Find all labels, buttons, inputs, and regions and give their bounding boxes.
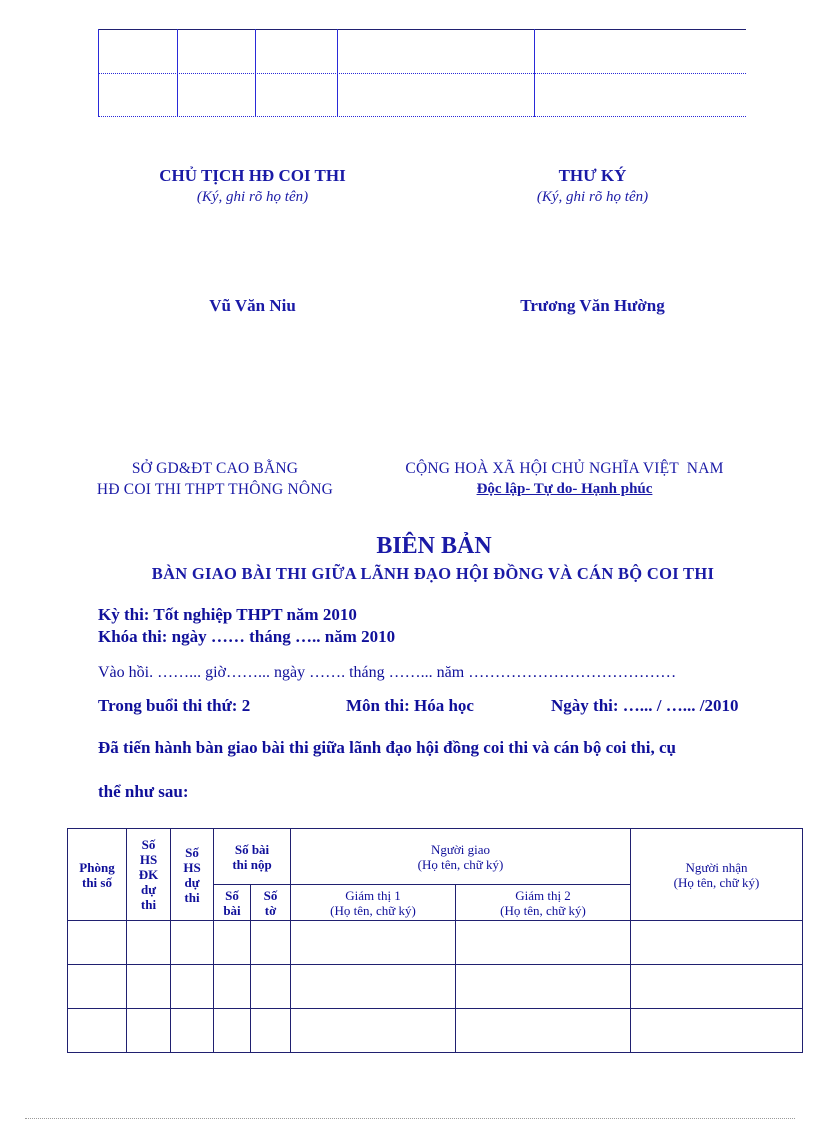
header-submitted-line1: Số bài (234, 841, 270, 857)
top-table-fragment (98, 29, 746, 117)
header-room-line1: Phòng (79, 859, 115, 875)
header-supervisor-1 (291, 885, 456, 921)
header-receiver (631, 829, 803, 921)
header-room-line2: thi số (82, 874, 112, 890)
secretary-title: THƯ KÝ (558, 166, 627, 185)
document-subtitle: BÀN GIAO BÀI THI GIỮA LÃNH ĐẠO HỘI ĐỒNG VÀ CÁN BỘ COI THI (151, 564, 715, 583)
header-registered-line2: HS (139, 852, 158, 867)
header-giver (291, 829, 631, 885)
nation-title: CỘNG HOÀ XÃ HỘI CHỦ NGHĨA VIỆT NAM (405, 460, 724, 477)
header-registered-line3: ĐK (138, 867, 159, 882)
header-receiver-line1: Người nhận (685, 859, 748, 875)
table-top-border (98, 29, 746, 30)
header-registered-line1: Số (141, 837, 156, 852)
table-cell[interactable] (291, 965, 456, 1009)
header-supervisor-2 (456, 885, 631, 921)
table-cell[interactable] (251, 921, 291, 965)
paragraph-line-2: thể như sau: (98, 782, 189, 801)
chairman-name: Vũ Văn Niu (209, 296, 296, 315)
table-row (68, 921, 803, 965)
table-cell[interactable] (214, 1009, 251, 1053)
header-papers-line1: Số (225, 887, 239, 903)
table-cell[interactable] (214, 965, 251, 1009)
time-line: Vào hồi. ……... giờ……... ngày ……. tháng ……... năm ………………………………… (98, 664, 677, 681)
paragraph-line-1: Đã tiến hành bàn giao bài thi giữa lãnh đạo hội đồng coi thi và cán bộ coi thi, cụ (98, 738, 676, 757)
org-line-1: SỞ GD&ĐT CAO BẰNG (131, 460, 299, 477)
header-supervisor-1-line1: Giám thị 1 (345, 887, 401, 903)
table-cell[interactable] (631, 965, 803, 1009)
header-attending-line2: HS (183, 859, 201, 875)
header-sheets-line1: Số (263, 887, 278, 903)
header-supervisor-2-line2: (Họ tên, chữ ký) (500, 902, 586, 918)
header-supervisor-1-line2: (Họ tên, chữ ký) (330, 902, 416, 918)
header-attending-line3: dự (184, 874, 200, 890)
table-cell[interactable] (251, 965, 291, 1009)
date-value: …... / …... /2010 (622, 696, 739, 715)
table-row (68, 965, 803, 1009)
page-bottom-dotted-line (25, 1118, 795, 1119)
table-cell[interactable] (456, 921, 631, 965)
subject-value: Hóa học (414, 696, 474, 715)
table-bottom-border (98, 116, 746, 117)
national-motto: Độc lập- Tự do- Hạnh phúc (476, 481, 653, 497)
header-attending (171, 829, 214, 921)
header-sheets (251, 885, 291, 921)
org-line-2: HĐ COI THI THPT THÔNG NÔNG (96, 481, 334, 498)
table-cell[interactable] (68, 921, 127, 965)
header-registered (127, 829, 171, 921)
header-papers (214, 885, 251, 921)
document-title: BIÊN BẢN (376, 533, 492, 559)
chairman-title: CHỦ TỊCH HĐ COI THI (159, 166, 346, 185)
table-cell[interactable] (127, 965, 171, 1009)
exam-line: Kỳ thi: Tốt nghiệp THPT năm 2010 (98, 605, 357, 624)
table-col-line (534, 29, 535, 117)
table-row-divider (98, 73, 746, 74)
table-cell[interactable] (171, 1009, 214, 1053)
secretary-name: Trương Văn Hường (520, 296, 665, 315)
table-cell[interactable] (214, 921, 251, 965)
date-label-text: Ngày thi: (551, 696, 619, 715)
session-label-text: Trong buổi thi thứ: (98, 696, 238, 715)
secretary-sign-note: (Ký, ghi rõ họ tên) (536, 189, 649, 205)
table-col-line (98, 29, 99, 117)
header-supervisor-2-line1: Giám thị 2 (515, 887, 571, 903)
table-cell[interactable] (631, 921, 803, 965)
header-giver-line1: Người giao (430, 841, 491, 857)
table-cell[interactable] (456, 965, 631, 1009)
table-cell[interactable] (631, 1009, 803, 1053)
table-cell[interactable] (456, 1009, 631, 1053)
table-cell[interactable] (291, 1009, 456, 1053)
table-cell[interactable] (127, 921, 171, 965)
header-receiver-line2: (Họ tên, chữ ký) (673, 874, 760, 890)
header-attending-line4: thi (184, 889, 200, 905)
table-cell[interactable] (127, 1009, 171, 1053)
table-col-line (177, 29, 178, 117)
table-cell[interactable] (68, 965, 127, 1009)
header-attending-line1: Số (185, 844, 199, 860)
chairman-sign-note: (Ký, ghi rõ họ tên) (196, 189, 309, 205)
session-label (98, 696, 250, 716)
table-row (68, 1009, 803, 1053)
date-label (551, 696, 738, 716)
header-registered-line5: thi (140, 897, 157, 912)
header-submitted-line2: thi nộp (232, 856, 272, 872)
table-cell[interactable] (171, 921, 214, 965)
header-papers-line2: bài (223, 902, 241, 918)
header-sheets-line2: tờ (264, 902, 277, 918)
table-col-line (337, 29, 338, 117)
table-cell[interactable] (291, 921, 456, 965)
table-col-line (255, 29, 256, 117)
handover-table (67, 828, 803, 1053)
subject-label-text: Môn thi: (346, 696, 410, 715)
subject-label (346, 696, 474, 716)
header-giver-line2: (Họ tên, chữ ký) (417, 856, 504, 872)
table-cell[interactable] (251, 1009, 291, 1053)
header-room (68, 829, 127, 921)
header-submitted (214, 829, 291, 885)
header-registered-line4: dự (140, 882, 157, 897)
table-cell[interactable] (68, 1009, 127, 1053)
session-value: 2 (241, 696, 251, 715)
course-line: Khóa thi: ngày …… tháng ….. năm 2010 (98, 627, 396, 646)
table-cell[interactable] (171, 965, 214, 1009)
